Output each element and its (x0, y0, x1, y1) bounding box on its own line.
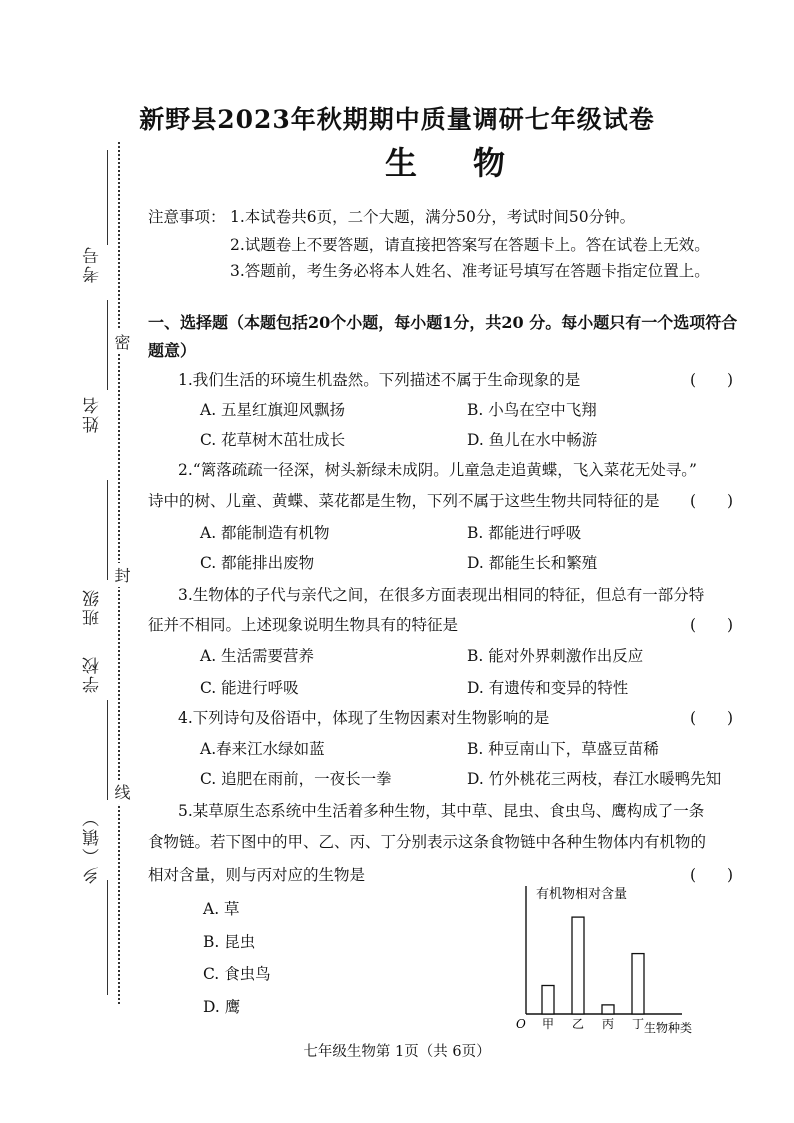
origin-label: O (516, 1017, 526, 1031)
field-exam-number: 考号 (83, 245, 103, 283)
y-axis-label: 有机物相对含量 (536, 887, 628, 902)
exam-title: 新野县2023年秋期期中质量调研七年级试卷 (139, 105, 655, 134)
answer-paren: ( ) (690, 371, 734, 389)
option-d: D. 竹外桃花三两枝，春江水暖鸭先知 (467, 770, 722, 788)
option-b: B. 都能进行呼吸 (467, 524, 582, 542)
subject-title: 生物 (385, 144, 562, 182)
x-axis-label: 生物种类 (644, 1021, 693, 1035)
option-b: B. 昆虫 (203, 933, 256, 951)
section-heading: 一、选择题（本题包括20个小题，每小题1分，共20 分。每小题只有一个选项符合题意） (148, 313, 738, 360)
field-class: 班级 (83, 588, 103, 626)
page-footer: 七年级生物第 1页（共 6页） (303, 1044, 491, 1060)
bar-丁 (632, 954, 644, 1014)
answer-paren: ( ) (690, 616, 734, 634)
option-b: B. 种豆南山下，草盛豆苗稀 (467, 740, 659, 758)
question-4-stem: 4.下列诗句及俗语中，体现了生物因素对生物影响的是 (178, 709, 550, 727)
notice-item: 2.试题卷上不要答题，请直接把答案写在答题卡上。答在试卷上无效。 (230, 236, 710, 254)
option-b: B. 能对外界刺激作出反应 (467, 647, 644, 665)
question-5-stem: 相对含量，则与丙对应的生物是 (148, 866, 366, 884)
tick-label-甲: 甲 (541, 1017, 555, 1031)
bar-丙 (602, 1005, 614, 1014)
question-1-stem: 1.我们生活的环境生机盎然。下列描述不属于生命现象的是 (178, 371, 581, 389)
notice-item: 3.答题前，考生务必将本人姓名、准考证号填写在答题卡指定位置上。 (230, 262, 710, 280)
option-c: C. 能进行呼吸 (200, 679, 299, 697)
seal-mi: 密 (110, 330, 133, 354)
field-township: 乡（镇） (83, 808, 103, 884)
option-d: D. 鹰 (203, 998, 241, 1016)
option-d: D. 都能生长和繁殖 (467, 554, 598, 572)
answer-paren: ( ) (690, 709, 734, 727)
option-c: C. 追肥在雨前，一夜长一拳 (200, 770, 392, 788)
tick-label-丁: 丁 (631, 1017, 645, 1031)
option-d: D. 鱼儿在水中畅游 (467, 431, 598, 449)
field-school: 学校 (83, 655, 103, 693)
field-name: 姓名 (83, 395, 103, 433)
bar-甲 (542, 986, 554, 1015)
option-c: C. 都能排出废物 (200, 554, 315, 572)
notice-item: 1.本试卷共6页，二个大题，满分50分，考试时间50分钟。 (230, 208, 636, 226)
option-c: C. 花草树木茁壮成长 (200, 431, 346, 449)
option-d: D. 有遗传和变异的特性 (467, 679, 629, 697)
option-a: A. 草 (203, 900, 240, 918)
option-a: A.春来江水绿如蓝 (200, 740, 325, 758)
binding-underline (107, 150, 108, 245)
question-3-stem: 征并不相同。上述现象说明生物具有的特征是 (148, 616, 459, 634)
answer-paren: ( ) (690, 866, 734, 884)
option-a: A. 都能制造有机物 (200, 524, 330, 542)
question-3-stem: 3.生物体的子代与亲代之间，在很多方面表现出相同的特征，但总有一部分特 (178, 586, 705, 604)
binding-underline (107, 700, 108, 800)
notice-label: 注意事项： (148, 208, 226, 226)
question-2-stem: 2.“篱落疏疏一径深，树头新绿未成阴。儿童急走追黄蝶，飞入菜花无处寻。” (178, 461, 697, 479)
option-c: C. 食虫鸟 (203, 965, 271, 983)
binding-underline (107, 880, 108, 995)
bar-乙 (572, 917, 584, 1014)
seal-xian: 线 (110, 780, 133, 804)
organic-matter-bar-chart (512, 880, 712, 1040)
seal-feng: 封 (110, 563, 133, 587)
question-5-stem: 食物链。若下图中的甲、乙、丙、丁分别表示这条食物链中各种生物体内有机物的 (148, 833, 707, 851)
binding-underline (107, 480, 108, 580)
option-a: A. 生活需要营养 (200, 647, 315, 665)
option-a: A. 五星红旗迎风飘扬 (200, 401, 346, 419)
question-2-stem: 诗中的树、儿童、黄蝶、菜花都是生物，下列不属于这些生物共同特征的是 (148, 492, 660, 510)
tick-label-丙: 丙 (601, 1017, 615, 1031)
tick-label-乙: 乙 (571, 1017, 585, 1031)
binding-underline (107, 300, 108, 390)
answer-paren: ( ) (690, 492, 734, 510)
question-5-stem: 5.某草原生态系统中生活着多种生物，其中草、昆虫、食虫鸟、鹰构成了一条 (178, 802, 705, 820)
option-b: B. 小鸟在空中飞翔 (467, 401, 597, 419)
